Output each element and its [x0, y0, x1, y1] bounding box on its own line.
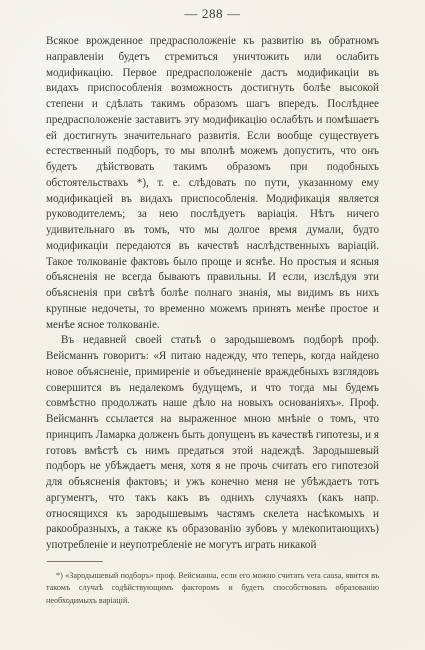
- paragraph-2: Въ недавней своей статьѣ о зародышевомъ подборѣ проф. Вейсманнъ говоритъ: «Я питаю надежду, что теперь, когда найдено новое объясненіе, примиреніе и объединеніе враждебныхъ взглядовъ совершится въ недалекомъ будущемъ, и что тогда мы будемъ совмѣстно продолжать наше дѣло на новыхъ основаніяхъ». Проф. Вейсманнъ ссылается на выраженное мною мнѣніе о томъ, что принципъ Ламарка долженъ быть допущенъ въ качествѣ гипотезы, и я готовъ вмѣстѣ съ нимъ предаться этой надеждѣ. Зародышевый подборъ не убѣждаетъ меня, хотя я не прочь считать его гипотезой для объясненія фактовъ; и ужъ конечно меня не убѣждаетъ тотъ аргументъ, что такъ какъ въ однихъ случаяхъ (какъ напр. относящихся къ зародышевымъ частямъ скелета насѣкомыхъ и ракообразныхъ, а также къ образованію зубовъ у млекопитающихъ) употребленіе и неупотребленіе не могутъ играть никакой: [46, 334, 379, 551]
- main-text: [46, 34, 379, 554]
- page-number: — 288 —: [184, 6, 241, 21]
- paragraph-1: Всякое врожденное предрасположеніе къ развитію въ обратномъ направленіи будетъ стремиться уничтожить или ослабить модификацію. Первое предрасположеніе дастъ модификаціи въ видахъ приспособленія возможность достигнуть болѣе высокой степени и сдѣлать такимъ образомъ шагъ впередъ. Послѣднее предрасположеніе заставитъ эту модификацію ослабѣть и помѣшаетъ ей достигнуть значительнаго развитія. Если вообще существуетъ естественный подборъ, то мы вполнѣ можемъ допустить, что онъ будетъ дѣйствовать такимъ образомъ при подобныхъ обстоятельствахъ *), т. е. слѣдовать по пути, указанному ему модификаціей въ видахъ приспособленія. Модификація является руководителемъ; за нею послѣдуетъ варіація. Нѣтъ ничего удивительнаго въ томъ, что мы долгое время думали, будто модификаціи передаются въ качествѣ наслѣдственныхъ варіацій. Такое толкованіе фактовъ было проще и яснѣе. Но простыя и ясныя объясненія не всегда бываютъ правильны. И если, изслѣдуя эти объясненія при свѣтѣ болѣе полнаго знанія, мы видимъ въ нихъ крупные недочеты, то временно можемъ принять менѣе простое и менѣе ясное толкованіе.: [46, 35, 379, 331]
- footnote: *) «Зародышевый подборъ» проф. Вейсманна, если его можно считать vera causa, явится въ такомъ случаѣ содѣйствующимъ факторомъ и будетъ способствовать образованію необходимыхъ варіацій.: [46, 570, 379, 605]
- footnote-divider: [47, 561, 103, 562]
